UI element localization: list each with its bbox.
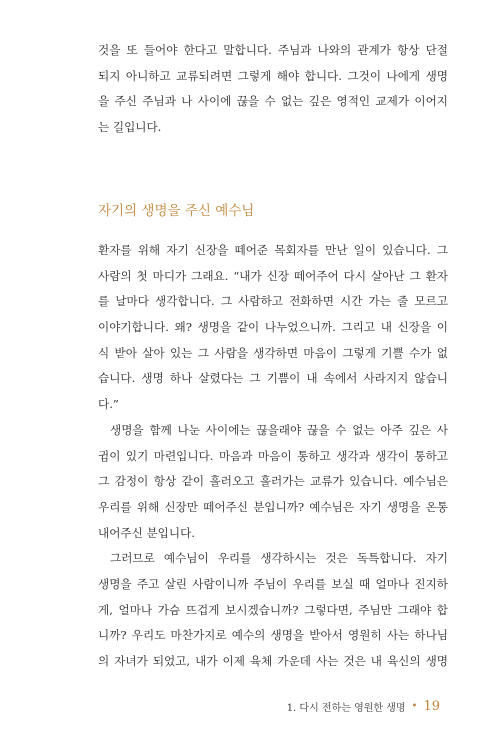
body-line: 니까? 우리도 마찬가지로 예수의 생명을 받아서 영원히 사는 하나님: [98, 628, 448, 643]
bullet-separator: •: [411, 701, 418, 712]
body-line: 는 길입니다.: [98, 120, 162, 135]
section-heading: 자기의 생명을 주신 예수님: [98, 203, 255, 219]
body-line: 것을 또 들어야 한다고 말합니다. 주님과 나와의 관계가 항상 단절: [98, 43, 448, 57]
body-line: 귐이 있기 마련입니다. 마음과 마음이 통하고 생각과 생각이 통하고: [98, 448, 448, 463]
body-line: 되지 아니하고 교류되려면 그렇게 해야 합니다. 그것이 나에게 생명: [98, 68, 448, 83]
main-body: [98, 238, 448, 675]
body-line: 의 자녀가 되었고, 내가 이제 육체 가운데 사는 것은 내 육신의 생명: [98, 654, 448, 668]
top-paragraph: [98, 38, 448, 141]
body-line: 생명을 주고 살린 사람이니까 주님이 우리를 보실 때 얼마나 진지하: [98, 576, 448, 591]
body-line: 내어주신 분입니다.: [98, 525, 195, 540]
body-line: 다.”: [98, 397, 119, 412]
body-line: 를 날마다 생각합니다. 그 사람하고 전화하면 시간 가는 줄 모르고: [98, 294, 448, 309]
page-number: 19: [423, 699, 440, 714]
chapter-title: 1. 다시 전하는 영원한 생명: [286, 703, 406, 714]
body-line: 식 받아 살아 있는 그 사람을 생각하면 마음이 그렇게 기쁠 수가 없: [98, 345, 448, 360]
body-line: 이야기합니다. 왜? 생명을 같이 나누었으니까. 그리고 내 신장을 이: [98, 320, 448, 335]
body-line: 우리를 위해 신장만 떼어주신 분입니까? 예수님은 자기 생명을 온통: [98, 499, 448, 514]
body-line: 습니다. 생명 하나 살렸다는 그 기쁨이 내 속에서 사라지지 않습니: [98, 371, 448, 386]
body-line: 사람의 첫 마디가 그래요. “내가 신장 떼어주어 다시 살아난 그 환자: [98, 268, 448, 283]
body-line: 환자를 위해 자기 신장을 떼어준 목회자를 만난 일이 있습니다. 그: [98, 243, 448, 257]
body-line: 그 감정이 항상 같이 흘러오고 흘러가는 교류가 있습니다. 예수님은: [98, 474, 448, 489]
page-footer: [287, 699, 440, 714]
body-line: 게, 얼마나 가슴 뜨겁게 보시겠습니까? 그렇다면, 주님만 그래야 합: [98, 602, 448, 617]
body-line: 을 주신 주님과 나 사이에 끊을 수 없는 깊은 영적인 교제가 이어지: [98, 94, 448, 109]
body-line: 생명을 함께 나눈 사이에는 끊을래야 끊을 수 없는 아주 깊은 사: [110, 422, 448, 437]
body-line: 그러므로 예수님이 우리를 생각하시는 것은 독특합니다. 자기: [110, 551, 448, 566]
